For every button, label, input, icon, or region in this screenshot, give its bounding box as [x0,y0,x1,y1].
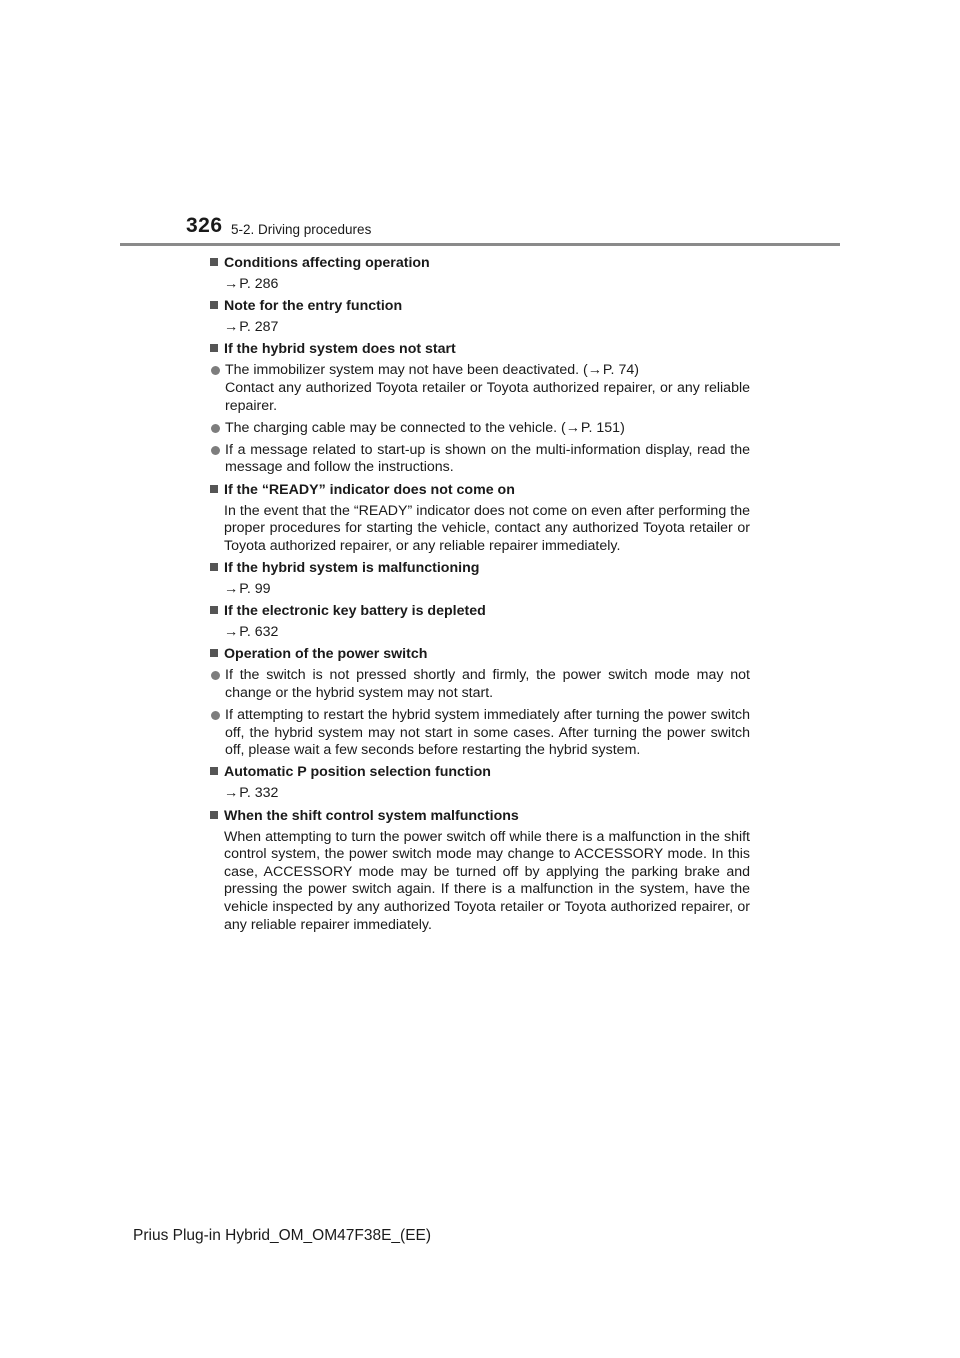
bullet-tail: ) [620,419,625,436]
page-reference[interactable] [224,319,750,337]
header-divider [120,243,840,246]
page-reference[interactable] [224,785,750,803]
square-bullet-icon [210,563,218,571]
bullet-item [210,667,750,702]
section-heading [210,298,750,316]
page-reference[interactable]: P. 74 [602,362,635,379]
heading-text: If the hybrid system is malfunctioning [224,559,480,576]
reference-text: P. 332 [239,785,279,802]
square-bullet-icon [210,485,218,493]
bullet-text [225,420,750,438]
bullet-tail: ) [634,362,639,379]
section-entry-function [210,298,750,337]
arrow-right-icon: → [565,419,580,436]
section-auto-p-position [210,764,750,803]
section-heading [210,808,750,826]
square-bullet-icon [210,649,218,657]
circle-bullet-icon [211,446,220,455]
reference-text: P. 99 [239,581,271,597]
square-bullet-icon [210,258,218,266]
page-reference[interactable] [224,276,750,294]
square-bullet-icon [210,301,218,309]
reference-text: P. 286 [239,276,279,293]
heading-text: Note for the entry function [224,298,403,315]
heading-text: Operation of the power switch [224,646,428,663]
section-conditions [210,255,750,294]
section-heading [210,560,750,578]
bullet-text [225,362,750,415]
section-hybrid-not-start [210,341,750,477]
bullet-text: If the switch is not pressed shortly and firmly, the power switch mode may not change or the hybrid system may not start. [225,667,750,701]
section-heading [210,646,750,664]
content-body [210,255,750,939]
reference-text: P. 632 [239,624,279,641]
arrow-right-icon: → [587,362,602,379]
section-key-battery [210,603,750,642]
arrow-right-icon: → [224,319,239,336]
section-paragraph: In the event that the “READY” indicator does not come on even after performing the proper procedures for starting the vehicle, contact any authorized Toyota retailer or Toyota authorized repairer, or any reliable repairer immediately. [224,502,750,554]
bullet-sentence: The immobilizer system may not have been deactivated. ( [225,362,588,379]
arrow-right-icon: → [224,624,239,641]
page-reference[interactable]: P. 151 [580,419,621,436]
bullet-text: If a message related to start-up is shown on the multi-information display, read the message and follow the instructions. [225,441,750,476]
page-number: 326 [186,214,223,237]
section-title: 5-2. Driving procedures [231,222,372,237]
square-bullet-icon [210,811,218,819]
section-heading [210,255,750,273]
footer-document-id: Prius Plug-in Hybrid_OM_OM47F38E_(EE) [133,1227,432,1244]
section-shift-control [210,808,750,935]
section-ready-indicator [210,482,750,556]
circle-bullet-icon [211,366,220,375]
section-heading [210,482,750,500]
arrow-right-icon: → [224,276,239,293]
section-hybrid-malfunction [210,560,750,599]
bullet-item [210,707,750,760]
bullet-item [210,442,750,477]
circle-bullet-icon [211,711,220,720]
heading-text: Automatic P position selection function [224,764,491,781]
square-bullet-icon [210,606,218,614]
arrow-right-icon: → [224,581,239,597]
heading-text: If the hybrid system does not start [224,341,456,358]
section-heading [210,764,750,782]
bullet-item [210,420,750,438]
section-heading [210,603,750,621]
square-bullet-icon [210,767,218,775]
heading-text: When the shift control system malfunctions [224,807,519,824]
section-power-switch [210,646,750,760]
heading-text: Conditions affecting operation [224,255,430,271]
heading-text: If the electronic key battery is depleted [224,603,486,620]
section-paragraph: When attempting to turn the power switch off while there is a malfunction in the shift control system, the power switch mode may change to ACCESSORY mode. In this case, ACCESSORY mode may be turned off by applying the parking brake and pressing the power switch again. If there is a malfunction in the system, have the vehicle inspected by any authorized Toyota retailer or Toyota authorized repairer, or any reliable repairer immediately. [224,828,750,933]
section-heading [210,341,750,359]
page-reference[interactable] [224,581,750,599]
square-bullet-icon [210,344,218,352]
circle-bullet-icon [211,671,220,680]
arrow-right-icon: → [224,785,239,802]
bullet-extra: Contact any authorized Toyota retailer or Toyota authorized repairer, or any reliable repairer. [225,380,750,414]
circle-bullet-icon [211,424,220,433]
bullet-item [210,362,750,415]
bullet-text: If attempting to restart the hybrid system immediately after turning the power switch off, the hybrid system may not start in some cases. After turning the power switch off, please wait a few seconds before restarting the hybrid system. [225,707,750,759]
reference-text: P. 287 [239,319,279,336]
heading-text: If the “READY” indicator does not come on [224,481,515,498]
bullet-sentence: The charging cable may be connected to the vehicle. ( [225,419,566,436]
page-reference[interactable] [224,624,750,642]
